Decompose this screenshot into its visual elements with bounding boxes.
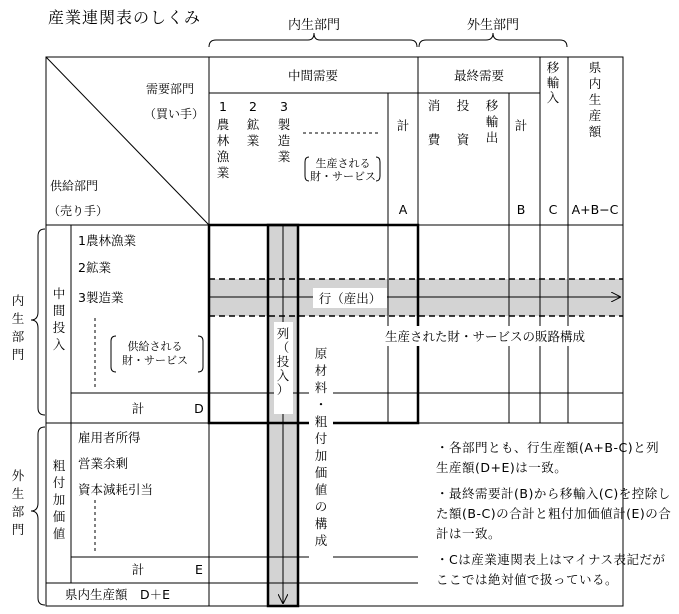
note-3: ・Cは産業連関表上はマイナス表記だがここでは絶対値で扱っている。 [436, 552, 666, 587]
note-2: ・最終需要計(B)から移輸入(C)を控除した額(B-C)の合計と粗付加価値計(E)の合計は一致。 [436, 486, 672, 541]
svg-text:鉱業: 鉱業 [246, 117, 260, 148]
header-col1 [217, 99, 230, 180]
header-col2 [247, 99, 260, 148]
D-label: D [194, 401, 204, 416]
B-label: B [516, 202, 526, 217]
domestic-output-header: 県内生産額 [588, 60, 602, 139]
svg-text:農林漁業: 農林漁業 [216, 117, 230, 180]
intermediate-input-total: 計 [131, 401, 145, 416]
row-operating-surplus: 営業余剰 [78, 456, 129, 471]
diagram-title: 産業連関表のしくみ [48, 8, 202, 27]
investment-label: 投資 [456, 98, 470, 147]
svg-text:製造業: 製造業 [277, 117, 291, 164]
brace-outer-rows [31, 427, 45, 605]
final-demand-label: 最終需要 [453, 68, 505, 83]
row-manufacturing: 3製造業 [78, 290, 124, 305]
domestic-output-row: 県内生産額 D＋E [65, 587, 171, 602]
produced-bracket-left [305, 157, 309, 181]
seller-label: （売り手） [48, 204, 109, 218]
outer-sector-label: 外生部門 [11, 468, 25, 537]
produced-bracket-right [376, 157, 380, 181]
intermediate-input-label: 中間投入 [52, 286, 66, 352]
brace-inner-label: 内生部門 [287, 18, 341, 33]
intermediate-demand-label: 中間需要 [287, 68, 339, 83]
row-agriculture: 1農林漁業 [78, 233, 136, 248]
brace-inner-rows [31, 229, 45, 415]
supplied-goods-line2: 財・サービス [122, 354, 188, 367]
col-arrow-label: 列（投入） [276, 326, 290, 397]
brace-outer-label: 外生部門 [466, 18, 520, 33]
brace-inner [209, 33, 417, 47]
E-label: E [195, 562, 203, 577]
supplied-goods-line1: 供給される [127, 340, 183, 353]
note-1: ・各部門とも、行生産額(A+B-C)と列生産額(D+E)は一致。 [436, 440, 660, 475]
row-arrow-label: 行（産出） [318, 291, 382, 306]
A-label: A [398, 202, 408, 217]
inner-sector-label: 内生部門 [11, 293, 25, 362]
row-depreciation: 資本減耗引当 [78, 482, 154, 497]
exports-label: 移輸出 [485, 98, 499, 145]
svg-text:1: 1 [219, 99, 227, 114]
value-added-total: 計 [131, 562, 145, 577]
C-label: C [548, 202, 558, 217]
final-total-label: 計 [514, 118, 528, 133]
supply-label: 供給部門 [50, 179, 99, 193]
gross-value-added-label: 粗付加価値 [52, 458, 66, 541]
row-compensation: 雇用者所得 [78, 430, 141, 445]
demand-label: 需要部門 [146, 82, 195, 96]
row-mining: 2鉱業 [78, 260, 111, 275]
consumption-label: 消費 [427, 98, 441, 147]
input-structure-label: 原材料・粗付加価値の構成 [314, 346, 328, 548]
supplied-bracket-right [198, 336, 203, 372]
svg-text:2: 2 [249, 99, 257, 114]
produced-goods-line1: 生産される [315, 157, 371, 170]
imports-label: 移輸入 [546, 60, 560, 105]
sales-structure-label: 生産された財・サービスの販路構成 [384, 329, 586, 344]
header-col3 [278, 99, 291, 164]
buyer-label: （買い手） [144, 107, 205, 121]
intermediate-total-label: 計 [396, 118, 410, 133]
brace-outer [419, 33, 567, 47]
svg-text:3: 3 [280, 99, 288, 114]
notes [436, 438, 672, 596]
supplied-bracket-left [111, 336, 116, 372]
produced-goods-line2: 財・サービス [310, 170, 376, 183]
ABC-label: A+B−C [571, 202, 619, 217]
